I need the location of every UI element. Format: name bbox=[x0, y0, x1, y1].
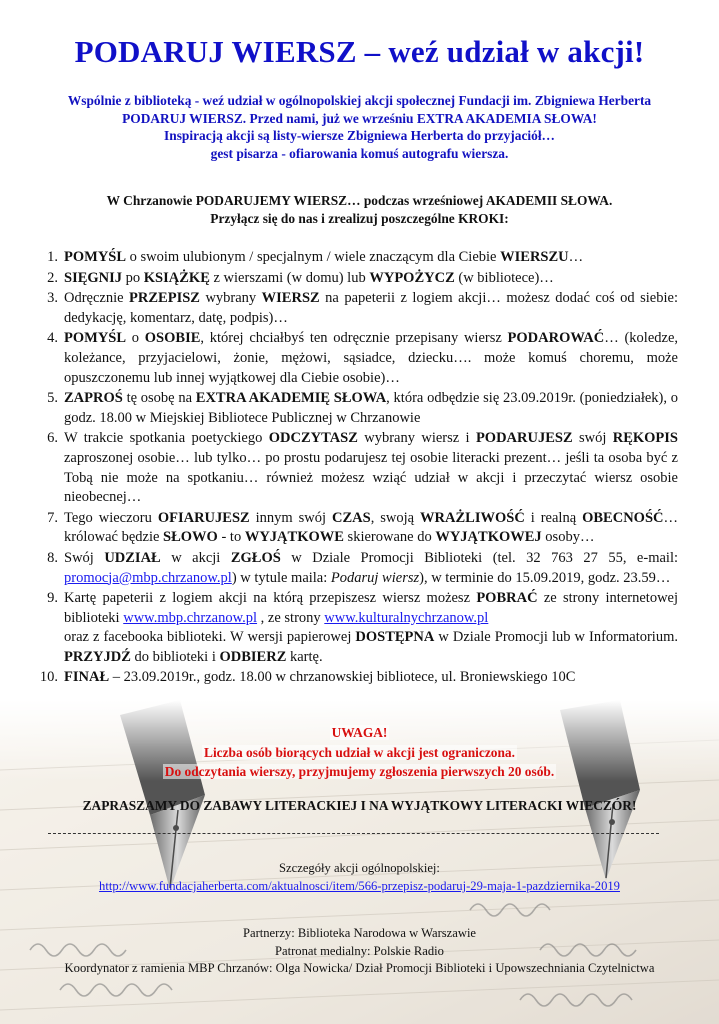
email-link[interactable]: promocja@mbp.chrzanow.pl bbox=[64, 569, 232, 586]
step-item-6: 6. W trakcie spotkania poetyckiego ODCZYTASZ wybrany wiersz i PODARUJESZ swój RĘKOPIS zaproszonej osobie… lub tylko… po prostu podarujesz tej osobie literacki prezent… jeśli ta osoba być z Tobą nie może na spotkaniu… również możesz wziąć udział w akcji i przeczytać wiersz osobie nieobecnej… bbox=[64, 429, 678, 507]
intro-line: gest pisarza - ofiarowania komuś autografu wiersza. bbox=[210, 145, 509, 161]
step-number: 7. bbox=[47, 509, 58, 526]
step-number: 4. bbox=[47, 330, 58, 347]
foundation-link[interactable]: http://www.fundacjaherberta.com/aktualnosci/item/566-przepisz-podaruj-29-maja-1-pazdziernika-2019 bbox=[99, 879, 620, 893]
step-item-10: 10. FINAŁ – 23.09.2019r., godz. 18.00 w chrzanowskiej bibliotece, ul. Broniewskiego 10C bbox=[64, 668, 678, 688]
partners-line: Partnerzy: Biblioteka Narodowa w Warszawie bbox=[242, 926, 477, 940]
step-number: 10. bbox=[39, 669, 58, 686]
local-line: W Chrzanowie PODARUJEMY WIERSZ… podczas wrześniowej AKADEMII SŁOWA. bbox=[106, 193, 613, 208]
step-item-2: 2. SIĘGNIJ po KSIĄŻKĘ z wierszami (w domu) lub WYPOŻYCZ (w bibliotece)… bbox=[64, 269, 678, 289]
step-number: 8. bbox=[47, 549, 58, 566]
local-event-paragraph bbox=[40, 192, 679, 227]
intro-paragraph bbox=[40, 92, 679, 162]
step-item-5: 5. ZAPROŚ tę osobę na EXTRA AKADEMIĘ SŁOWA, która odbędzie się 23.09.2019r. (poniedziałek), o godz. 18.00 w Miejskiej Bibliotece Publicznej w Chrzanowie bbox=[64, 389, 678, 428]
warning-line: Liczba osób biorących udział w akcji jest ograniczona. bbox=[204, 744, 515, 760]
steps-list bbox=[39, 248, 679, 689]
step-number: 9. bbox=[47, 590, 58, 607]
step-number: 1. bbox=[47, 249, 58, 265]
step-item-3: 3. Odręcznie PRZEPISZ wybrany WIERSZ na papeterii z logiem akcji… możesz dodać coś od siebie: dedykację, komentarz, datę, podpis)… bbox=[64, 289, 678, 328]
warning-notice bbox=[0, 723, 719, 782]
page-title: PODARUJ WIERSZ – weź udział w akcji! bbox=[74, 34, 645, 69]
step-number: 6. bbox=[47, 430, 58, 447]
local-line: Przyłącz się do nas i zrealizuj poszczególne KROKI: bbox=[210, 210, 509, 226]
intro-line: PODARUJ WIERSZ. Przed nami, już we wrześniu EXTRA AKADEMIA SŁOWA! bbox=[122, 110, 597, 126]
coordinator-line: Koordynator z ramienia MBP Chrzanów: Olga Nowicka/ Dział Promocji Biblioteki i Upowszechniania Czytelnictwa bbox=[64, 961, 655, 975]
step-item-4: 4. POMYŚL o OSOBIE, której chciałbyś ten odręcznie przepisany wiersz PODAROWAĆ… (koledze, koleżance, przyjacielowi, żonie, mężowi, sąsiadce, dziecku…. może komuś choremu, może opuszczonemu lub innej wyjątkowej dla Ciebie osobie)… bbox=[64, 329, 678, 388]
intro-line: Inspiracją akcji są listy-wiersze Zbigniewa Herberta do przyjaciół… bbox=[164, 128, 555, 143]
details-section bbox=[0, 859, 719, 895]
step-number: 5. bbox=[47, 390, 58, 407]
culture-website-link[interactable]: www.kulturalnychrzanow.pl bbox=[324, 609, 489, 626]
library-website-link[interactable]: www.mbp.chrzanow.pl bbox=[123, 609, 258, 626]
step-item-9: 9. Kartę papeterii z logiem akcji na którą przepiszesz wiersz możesz POBRAĆ ze strony internetowej biblioteki www.mbp.chrzanow.pl , ze strony www.kulturalnychrzanow.pl oraz z facebooka biblioteki. W wersji papierowej DOSTĘPNA w Dziale Promocji lub w Informatorium. PRZYJDŹ do biblioteki i ODBIERZ kartę. bbox=[64, 589, 678, 667]
intro-line: Wspólnie z biblioteką - weź udział w ogólnopolskiej akcji społecznej Fundacji im. Zbigniewa Herberta bbox=[67, 93, 652, 108]
details-label: Szczegóły akcji ogólnopolskiej: bbox=[279, 861, 440, 875]
media-patron-line: Patronat medialny: Polskie Radio bbox=[275, 943, 444, 958]
partners-section bbox=[0, 925, 719, 978]
step-item-1: 1. POMYŚL o swoim ulubionym / specjalnym / wiele znaczącym dla Ciebie WIERSZU… bbox=[64, 248, 678, 268]
warning-heading: UWAGA! bbox=[331, 725, 388, 740]
step-number: 3. bbox=[47, 290, 58, 307]
dashed-divider bbox=[48, 833, 659, 834]
step-item-7: 7. Tego wieczoru OFIARUJESZ innym swój CZAS, swoją WRAŻLIWOŚĆ i realną OBECNOŚĆ… królować będzie SŁOWO - to WYJĄTKOWE skierowane do WYJĄTKOWEJ osoby… bbox=[64, 509, 678, 548]
invitation-text: ZAPRASZAMY DO ZABAWY LITERACKIEJ I NA WYJĄTKOWY LITERACKI WIECZÓR! bbox=[82, 798, 637, 813]
step-number: 2. bbox=[47, 269, 58, 286]
warning-line: Do odczytania wierszy, przyjmujemy zgłoszenia pierwszych 20 osób. bbox=[164, 764, 555, 779]
step-item-8: 8. Swój UDZIAŁ w akcji ZGŁOŚ w Dziale Promocji Biblioteki (tel. 32 763 27 55, e-mail: promocja@mbp.chrzanow.pl) w tytule maila: Podaruj wiersz), w terminie do 15.09.2019, godz. 23.59… bbox=[64, 549, 678, 588]
